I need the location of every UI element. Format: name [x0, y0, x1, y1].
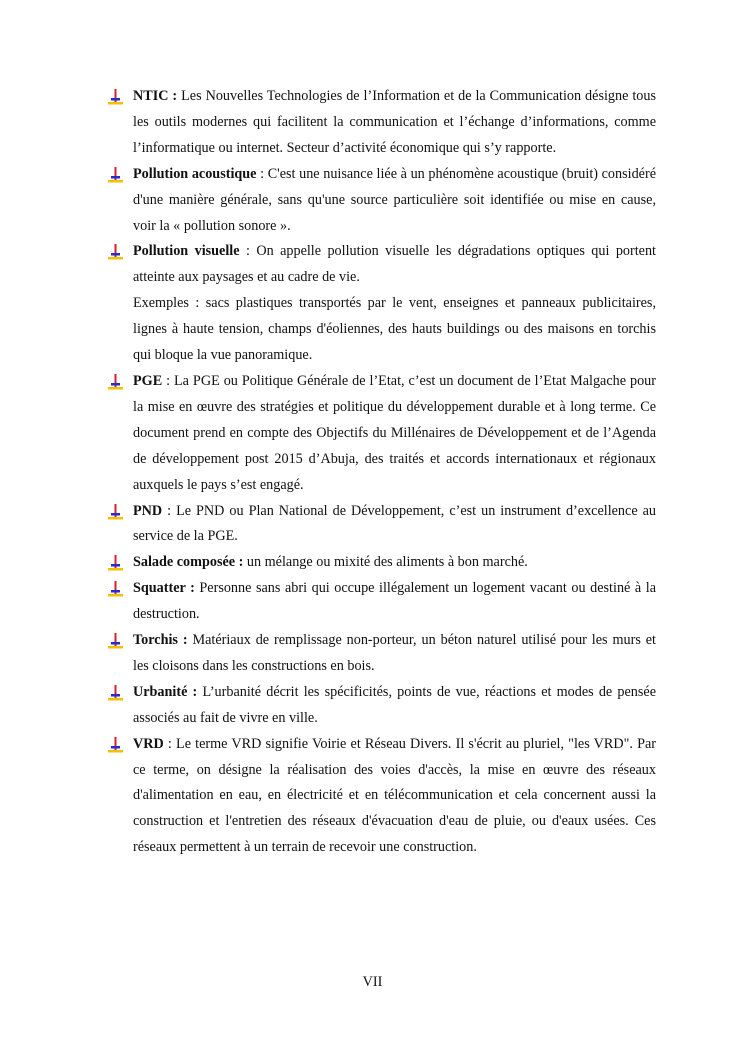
term: PGE: [133, 372, 163, 389]
glossary-entry-pnd: [108, 499, 656, 551]
term: Pollution acoustique: [133, 165, 257, 182]
term: Urbanité :: [133, 683, 198, 700]
definition: : C'est une nuisance liée à un phénomène acoustique (bruit) considéré d'une manière générale, sans qu'une source particulière soit identifiée ou mise en cause, voir la « pollution sonore ».: [133, 165, 656, 234]
glossary-entry-torchis: [108, 628, 656, 680]
glossary-entry-salade-composee: [108, 550, 656, 576]
bullet-icon: [108, 374, 123, 390]
term: VRD: [133, 735, 164, 752]
term: Torchis :: [133, 632, 188, 649]
term: Salade composée :: [133, 554, 244, 571]
definition: : Le PND ou Plan National de Développement, c’est un instrument d’excellence au service de la PGE.: [133, 502, 656, 545]
glossary-entry-pollution-acoustique: [108, 162, 656, 240]
definition: un mélange ou mixité des aliments à bon marché.: [243, 554, 528, 571]
definition: L’urbanité décrit les spécificités, points de vue, réactions et modes de pensée associés au fait de vivre en ville.: [133, 683, 657, 726]
glossary-entry-pge: [108, 369, 656, 499]
term: NTIC :: [133, 88, 178, 104]
bullet-icon: [108, 685, 123, 701]
term: Squatter :: [133, 580, 195, 597]
definition: Les Nouvelles Technologies de l’Information et de la Communication désigne tous les outils modernes qui facilitent la communication et l’échange d’informations, comme l’informatique ou internet. Secteur d’activité économique qui s’y rapporte.: [133, 88, 657, 156]
definition: : On appelle pollution visuelle les dégradations optiques qui portent atteinte aux paysages et au cadre de vie.: [133, 243, 656, 286]
glossary-entry-squatter: [108, 576, 656, 628]
bullet-icon: [108, 581, 123, 597]
bullet-icon: [108, 633, 123, 649]
bullet-icon: [108, 555, 123, 571]
term: PND: [133, 502, 163, 519]
definition: Personne sans abri qui occupe illégalement un logement vacant ou destiné à la destruction.: [133, 580, 656, 623]
definition: : Le terme VRD signifie Voirie et Réseau Divers. Il s'écrit au pluriel, "les VRD". Par ce terme, on désigne la réalisation des voies d'accès, la mise en œuvre des réseaux d'alimentation en eau, en électricité et en télécommunication et cela concernent aussi la construction et l'entretien des réseaux d'évacuation d'eau de pluie, ou d'eaux usées. Ces réseaux permettent à un terrain de recevoir une construction.: [133, 735, 656, 856]
definition: Matériaux de remplissage non-porteur, un béton naturel utilisé pour les murs et les cloisons dans les constructions en bois.: [133, 632, 656, 674]
term: Pollution visuelle: [133, 243, 240, 260]
glossary-entry-vrd: [108, 732, 656, 862]
page-number: VII: [362, 974, 383, 990]
bullet-icon: [108, 504, 123, 520]
glossary-entry-urbanite: [108, 680, 656, 732]
glossary-list: [108, 84, 656, 861]
bullet-icon: [108, 167, 123, 183]
glossary-entry-ntic: [108, 84, 656, 162]
bullet-icon: [108, 89, 123, 105]
bullet-icon: [108, 244, 123, 260]
definition: : La PGE ou Politique Générale de l’Etat, c’est un document de l’Etat Malgache pour la mise en œuvre des stratégies et politique du développement durable et à long terme. Ce document prend en compte des Objectifs du Millénaires de Développement et de l’Agenda de développement post 2015 d’Abuja, des traités et accords internationaux et régionaux auxquels le pays s’est engagé.: [133, 372, 656, 493]
glossary-entry-pollution-visuelle: [108, 239, 656, 369]
examples-paragraph: Exemples : sacs plastiques transportés par le vent, enseignes et panneaux publicitaires, lignes à haute tension, champs d'éoliennes, des hauts buildings ou des maisons en torchis qui bloque la vue panoramique.: [133, 295, 656, 364]
bullet-icon: [108, 737, 123, 753]
